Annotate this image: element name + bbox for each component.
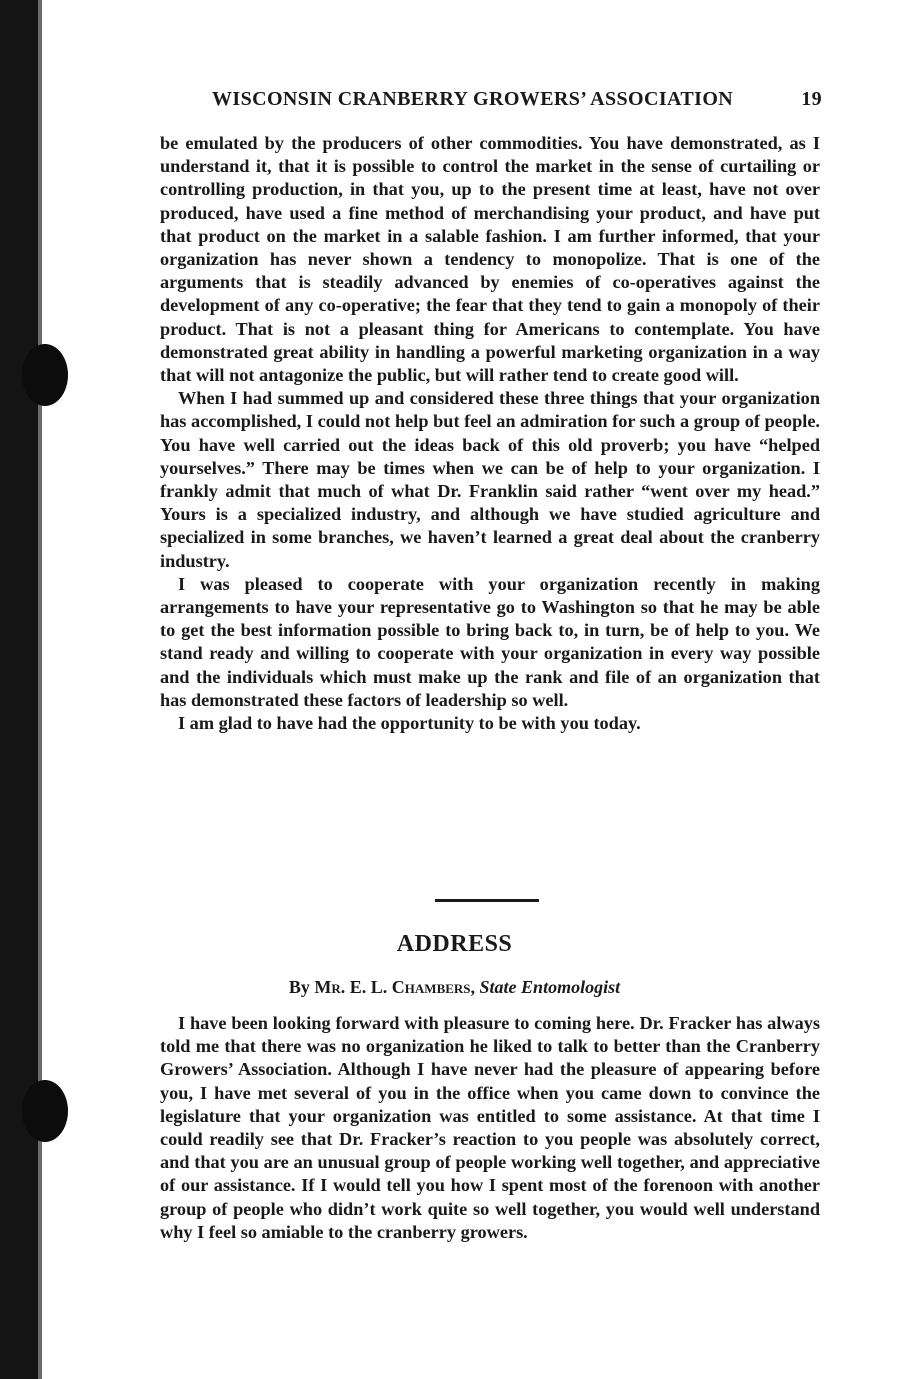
binder-hole: [22, 1080, 68, 1142]
section-1-body: [160, 132, 820, 735]
byline: [0, 977, 909, 998]
paragraph: be emulated by the producers of other commodities. You have demonstrated, as I understand it, that it is possible to control the market in the sense of curtailing or controlling production, in that you, up to the present time at least, have not over produced, have used a fine method of merchandising your product, and have put that product on the market in a salable fashion. I am further informed, that your organization has never shown a tendency to monopolize. That is one of the arguments that is steadily advanced by enemies of co-operatives against the development of any co-operative; the fear that they tend to gain a monopoly of their product. That is not a pleasant thing for Americans to contemplate. You have demonstrated great ability in handling a powerful marketing organization in a way that will not antagonize the public, but will rather tend to create good will.: [160, 133, 820, 386]
paragraph: I am glad to have had the opportunity to be with you today.: [178, 713, 641, 734]
paragraph: I was pleased to cooperate with your organization recently in making arrangements to have your representative go to Washington so that he may be able to get the best information possible to bring back to, in turn, be of help to you. We stand ready and willing to cooperate with your organization in every way possible and the individuals which must make up the rank and file of an organization that has demonstrated these factors of leadership so well.: [160, 573, 820, 710]
page-number: 19: [801, 88, 822, 110]
page-edge: [38, 0, 42, 1379]
section-2-body: [160, 1012, 820, 1244]
paragraph: I have been looking forward with pleasure to coming here. Dr. Fracker has always told me that there was no organization he liked to talk to better than the Cranberry Growers’ Association. Although I have never had the pleasure of appearing before you, I have met several of you in the office when you came down to convince the legislature that your organization was entitled to some assistance. At that time I could readily see that Dr. Fracker’s reaction to you people was absolutely correct, and that you are an unusual group of people working well together, and appreciative of our assistance. If I would tell you how I spent most of the forenoon with another group of people who didn’t work quite so well together, you would well understand why I feel so amiable to the cranberry growers.: [160, 1013, 820, 1242]
paragraph: When I had summed up and considered these three things that your organization has accomplished, I could not help but feel an admiration for such a group of people. You have well carried out the ideas back of this old proverb; you have “helped yourselves.” There may be times when we can be of help to your organization. I frankly admit that much of what Dr. Franklin said rather “went over my head.” Yours is a specialized industry, and although we have studied agriculture and specialized in some branches, we haven’t learned a great deal about the cranberry industry.: [160, 388, 820, 571]
page-header: [160, 88, 824, 116]
section-divider: [435, 899, 539, 902]
byline-prefix: By: [288, 977, 310, 997]
binder-edge: [0, 0, 38, 1379]
binder-hole: [22, 344, 68, 406]
speaker-name: Mr. E. L. Chambers,: [314, 977, 476, 997]
running-title: WISCONSIN CRANBERRY GROWERS’ ASSOCIATION: [212, 88, 734, 110]
section-heading: ADDRESS: [396, 931, 513, 957]
speaker-title: State Entomologist: [479, 977, 621, 997]
